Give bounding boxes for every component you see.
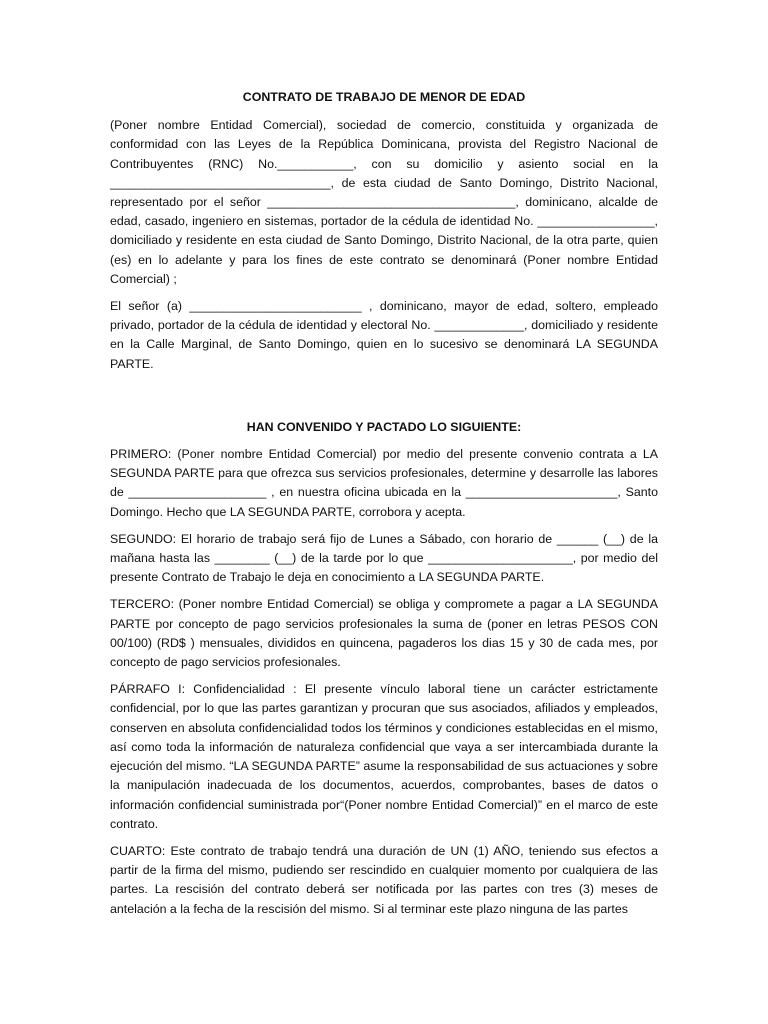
clause-cuarto: CUARTO: Este contrato de trabajo tendrá una duración de UN (1) AÑO, teniendo sus efectos a partir de la firma del mismo, pudiendo ser rescindido en cualquier momento por cualquiera de las partes. La rescisión del contrato deberá ser notificada por las partes con tres (3) meses de antelación a la fecha de la rescisión del mismo. Si al terminar este plazo ninguna de las partes	[110, 843, 658, 916]
intro-employee-paragraph: El señor (a) _________________________ , dominicano, mayor de edad, soltero, empleado privado, portador de la cédula de identidad y electoral No. _____________, domiciliado y residente en la Calle Marginal, de Santo Domingo, quien en lo sucesivo se denominará LA SEGUNDA PARTE.	[110, 299, 658, 371]
clause-parrafo-i: PÁRRAFO I: Confidencialidad : El presente vínculo laboral tiene un carácter estrictamente confidencial, por lo que las partes garantizan y procuran que sus asociados, afiliados y empleados, conserven en absoluta confidencialidad todos los términos y condiciones establecidas en el mismo, así como toda la información de naturaleza confidencial que vaya a ser intercambiada durante la ejecución del mismo. “LA SEGUNDA PARTE” asume la responsabilidad de sus actuaciones y sobre la manipulación inadecuada de los documentos, acuerdos, comprobantes, bases de datos o información confidencial suministrada por“(Poner nombre Entidad Comercial)” en el marco de este contrato.	[110, 682, 658, 831]
intro-company-paragraph: (Poner nombre Entidad Comercial), sociedad de comercio, constituida y organizada de conformidad con las Leyes de la República Dominicana, provista del Registro Nacional de Contribuyentes (RNC) No.___________, con su domicilio y asiento social en la ________________________________, de esta ciudad de Santo Domingo, Distrito Nacional, representado por el señor ____________________________________, dominicano, alcalde de edad, casado, ingeniero en sistemas, portador de la cédula de identidad No. _________________, domiciliado y residente en esta ciudad de Santo Domingo, Distrito Nacional, de la otra parte, quien (es) en lo adelante y para los fines de este contrato se denominará (Poner nombre Entidad Comercial) ;	[110, 118, 658, 286]
document-page	[110, 88, 658, 927]
document-title: CONTRATO DE TRABAJO DE MENOR DE EDAD	[242, 90, 526, 104]
clause-segundo: SEGUNDO: El horario de trabajo será fijo de Lunes a Sábado, con horario de ______ (__) de la mañana hasta las ________ (__) de la tarde por lo que _____________________, por medio del presente Contrato de Trabajo le deja en conocimiento a LA SEGUNDA PARTE.	[110, 531, 658, 585]
clause-primero: PRIMERO: (Poner nombre Entidad Comercial) por medio del presente convenio contrata a LA SEGUNDA PARTE para que ofrezca sus servicios profesionales, determine y desarrolle las labores de ____________________ , en nuestra oficina ubicada en la ______________________, Santo Domingo. Hecho que LA SEGUNDA PARTE, corrobora y acepta.	[110, 447, 658, 519]
agreement-heading: HAN CONVENIDO Y PACTADO LO SIGUIENTE:	[246, 419, 522, 434]
clause-tercero: TERCERO: (Poner nombre Entidad Comercial) se obliga y compromete a pagar a LA SEGUNDA PARTE por concepto de pago servicios profesionales la suma de (poner en letras PESOS CON 00/100) (RD$ ) mensuales, divididos en quincena, pagaderos los dias 15 y 30 de cada mes, por concepto de pago servicios profesionales.	[110, 597, 658, 670]
